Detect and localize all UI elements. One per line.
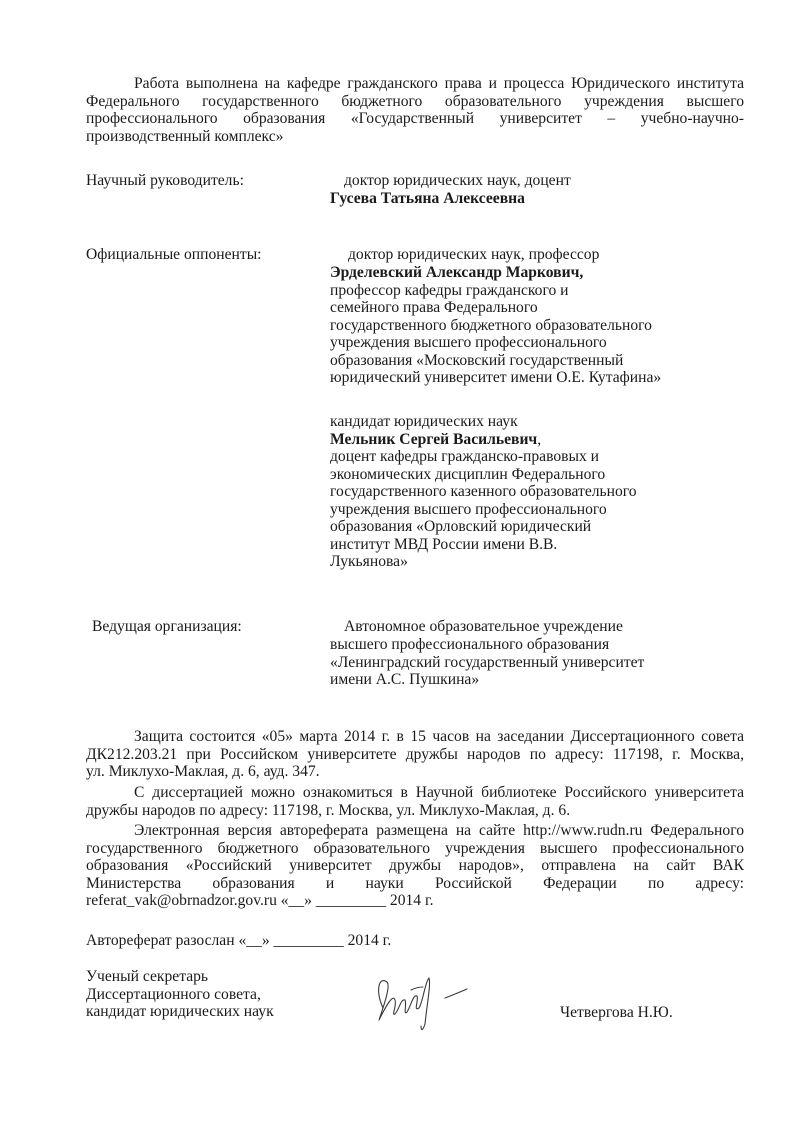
library-line: С диссертацией можно ознакомиться в Научной библиотеке Российского университета: [134, 784, 744, 801]
defense-paragraph: [86, 728, 744, 781]
lead-org-block: [330, 636, 644, 689]
library-line: дружбы народов по адресу: 117198, г. Москва, ул. Миклухо-Маклая, д. 6.: [86, 801, 571, 819]
opponent-2-position-line: государственного казенного образовательного: [330, 483, 637, 500]
electronic-line: Электронная версия автореферата размещена на сайте http://www.rudn.ru Федерального: [134, 822, 744, 839]
opponent-1-position-line: образования «Московский государственный: [330, 351, 624, 369]
opponent-2-position-line: образования «Орловский юридический: [330, 518, 592, 535]
opponent-2-name: Мельник Сергей Васильевич: [330, 430, 538, 448]
lead-org-line: «Ленинградский государственный университет: [330, 653, 645, 671]
electronic-line: Министерства образования и науки Российской Федерации по адресу:: [86, 874, 744, 892]
secretary-name: Четвергова Н.Ю.: [560, 1004, 673, 1021]
lead-org-line: высшего профессионального образования: [330, 636, 610, 653]
electronic-line: referat_vak@obrnadzor.gov.ru «__» _________ 2014 г.: [86, 892, 434, 909]
intro-line: производственный комплекс»: [86, 127, 284, 145]
opponent-2-name-line: [330, 431, 637, 449]
signature: [365, 968, 475, 1038]
defense-line: ДК212.203.21 при Российском университете дружбы народов по адресу: 117198, г. Москва,: [86, 745, 744, 763]
supervisor-name: Гусева Татьяна Алексеевна: [330, 190, 525, 207]
intro-line: Федерального государственного бюджетного образовательного учреждения высшего: [86, 92, 744, 110]
opponent-1-position-line: профессор кафедры гражданского и: [330, 281, 569, 299]
library-paragraph: [86, 784, 744, 819]
secretary-line: Ученый секретарь: [86, 968, 209, 985]
opponent-1-name: Эрделевский Александр Маркович,: [330, 264, 584, 281]
secretary-block: [86, 968, 274, 1021]
opponent-2-degree: кандидат юридических наук: [330, 413, 518, 430]
supervisor-degree: доктор юридических наук, доцент: [344, 172, 571, 189]
opponent-2-position-line: доцент кафедры гражданско-правовых и: [330, 448, 600, 465]
intro-line: Работа выполнена на кафедре гражданского права и процесса Юридического института: [134, 75, 744, 92]
opponent-2-position-line: учреждения высшего профессионального: [330, 500, 607, 518]
secretary-line: кандидат юридических наук: [86, 1003, 274, 1020]
opponent-2-position-line: Лукьянова»: [330, 553, 408, 570]
lead-org-line: имени А.С. Пушкина»: [330, 671, 480, 688]
secretary-line: Диссертационного совета,: [86, 985, 261, 1003]
opponents-label: Официальные оппоненты:: [86, 246, 262, 263]
opponent-1-degree: доктор юридических наук, профессор: [348, 246, 600, 263]
electronic-line: государственного бюджетного образовательного учреждения высшего профессионального: [86, 839, 744, 857]
opponent-1-position-line: учреждения высшего профессионального: [330, 334, 607, 351]
opponent-2-position-line: институт МВД России имени В.В.: [330, 535, 558, 553]
opponent-2-position-line: экономических дисциплин Федерального: [330, 465, 606, 483]
opponent-1-position-line: юридический университет имени О.Е. Кутафина»: [330, 369, 662, 386]
defense-line: Защита состоится «05» марта 2014 г. в 15 часов на заседании Диссертационного совета: [134, 728, 744, 745]
supervisor-label: Научный руководитель:: [86, 172, 244, 189]
opponent-1-block: [330, 264, 661, 387]
intro-paragraph: [86, 75, 744, 145]
sent-line: Автореферат разослан «__» _________ 2014 г.: [86, 932, 392, 949]
defense-line: ул. Миклухо-Маклая, д. 6, ауд. 347.: [86, 763, 320, 780]
electronic-line: образования «Российский университет дружбы народов», отправлена на сайт ВАК: [86, 857, 744, 874]
opponent-1-position-line: семейного права Федерального: [330, 299, 538, 316]
electronic-paragraph: [86, 822, 744, 910]
lead-org-line: Автономное образовательное учреждение: [344, 618, 623, 635]
opponent-1-position-line: государственного бюджетного образовательного: [330, 316, 652, 334]
lead-org-label: Ведущая организация:: [92, 618, 242, 635]
opponent-2-block: [330, 413, 637, 571]
intro-line: профессионального образования «Государственный университет – учебно-научно-: [86, 110, 744, 127]
opponent-2-name-suffix: ,: [537, 430, 542, 448]
